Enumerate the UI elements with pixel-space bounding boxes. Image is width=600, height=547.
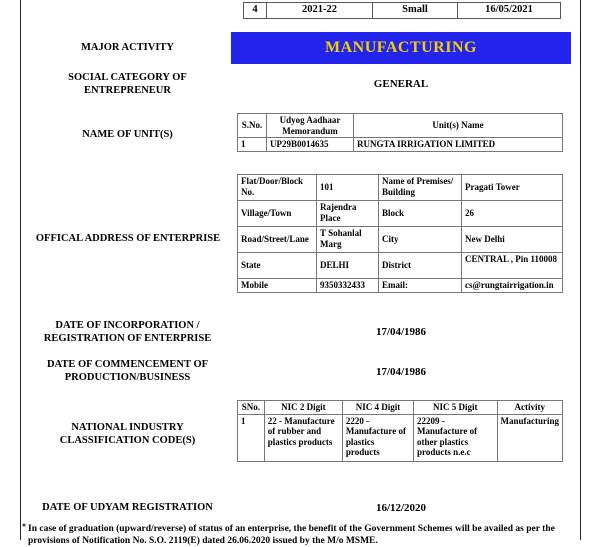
history-sno: 4 — [244, 3, 267, 19]
page-border-left — [20, 0, 21, 540]
road-label: Road/Street/Lane — [238, 227, 317, 253]
footnote-marker: * — [22, 522, 26, 531]
city-label: City — [379, 227, 462, 253]
city-value: New Delhi — [462, 227, 563, 253]
address-table — [237, 174, 563, 293]
unit-row-uam: UP29B0014635 — [267, 138, 354, 152]
footnote — [22, 522, 573, 547]
nic-row-nic2: 22 - Manufacture of rubber and plastics products — [264, 414, 342, 461]
table-row — [238, 114, 563, 138]
table-row — [238, 253, 563, 279]
udyam-date-value: 16/12/2020 — [375, 502, 427, 514]
address-label: OFFICAL ADDRESS OF ENTERPRISE — [35, 233, 221, 244]
nic-header-nic5: NIC 5 Digit — [414, 401, 497, 415]
table-row — [238, 227, 563, 253]
block-value: 26 — [462, 201, 563, 227]
state-label: State — [238, 253, 317, 279]
nic-header-nic2: NIC 2 Digit — [264, 401, 342, 415]
history-date: 16/05/2021 — [458, 3, 561, 19]
major-activity-banner: MANUFACTURING — [231, 32, 571, 64]
nic-row-activity: Manufacturing — [497, 414, 563, 461]
road-value: T Sohanlal Marg — [317, 227, 379, 253]
major-activity-label: MAJOR ACTIVITY — [80, 42, 175, 53]
nic-label: NATIONAL INDUSTRY CLASSIFICATION CODE(S) — [59, 422, 196, 446]
table-row — [244, 3, 561, 19]
commencement-label: DATE OF COMMENCEMENT OF PRODUCTION/BUSINESS — [46, 359, 209, 383]
social-category-value: GENERAL — [373, 78, 429, 90]
unit-name-label: NAME OF UNIT(S) — [82, 129, 173, 140]
incorporation-value: 17/04/1986 — [375, 326, 427, 338]
village-label: Village/Town — [238, 201, 317, 227]
village-value: Rajendra Place — [317, 201, 379, 227]
table-row — [238, 201, 563, 227]
nic-row-nic5: 22209 - Manufacture of other plastics products n.e.c — [414, 414, 497, 461]
table-row — [238, 279, 563, 293]
unit-name-table — [237, 113, 563, 152]
footnote-text: In case of graduation (upward/reverse) of status of an enterprise, the benefit of the Government Schemes will be availed as per the provisions of Notification No. S.O. 2119(E) dated 26.06.2020 issued by the M/o MSME. — [28, 524, 555, 546]
mobile-value: 9350332433 — [317, 279, 379, 293]
page-border-right — [580, 0, 581, 540]
premises-value: Pragati Tower — [462, 175, 563, 201]
nic-header-nic4: NIC 4 Digit — [342, 401, 413, 415]
unit-header-uam: Udyog Aadhaar Memorandum — [267, 114, 354, 138]
nic-table — [237, 400, 563, 462]
social-category-label: SOCIAL CATEGORY OF ENTREPRENEUR — [68, 72, 187, 96]
block-label: Block — [379, 201, 462, 227]
mobile-label: Mobile — [238, 279, 317, 293]
udyam-date-label: DATE OF UDYAM REGISTRATION — [42, 502, 213, 513]
premises-label: Name of Premises/ Building — [379, 175, 462, 201]
nic-row-nic4: 2220 - Manufacture of plastics products — [342, 414, 413, 461]
state-value: DELHI — [317, 253, 379, 279]
unit-row-name: RUNGTA IRRIGATION LIMITED — [354, 138, 563, 152]
unit-header-name: Unit(s) Name — [354, 114, 563, 138]
district-label: District — [379, 253, 462, 279]
history-classification: Small — [373, 3, 458, 19]
table-row — [238, 414, 563, 461]
incorporation-label: DATE OF INCORPORATION / REGISTRATION OF ENTERPRISE — [43, 320, 212, 344]
unit-row-sno: 1 — [238, 138, 267, 152]
flat-value: 101 — [317, 175, 379, 201]
table-row — [238, 175, 563, 201]
nic-header-activity: Activity — [497, 401, 563, 415]
unit-header-sno: S.No. — [238, 114, 267, 138]
classification-history-table — [243, 2, 561, 19]
history-year: 2021-22 — [267, 3, 373, 19]
table-row — [238, 138, 563, 152]
email-label: Email: — [379, 279, 462, 293]
nic-header-sno: SNo. — [238, 401, 265, 415]
district-value: CENTRAL , Pin 110008 — [462, 253, 563, 279]
flat-label: Flat/Door/Block No. — [238, 175, 317, 201]
table-row — [238, 401, 563, 415]
email-value: cs@rungtairrigation.in — [462, 279, 563, 293]
commencement-value: 17/04/1986 — [375, 366, 427, 378]
nic-row-sno: 1 — [238, 414, 265, 461]
